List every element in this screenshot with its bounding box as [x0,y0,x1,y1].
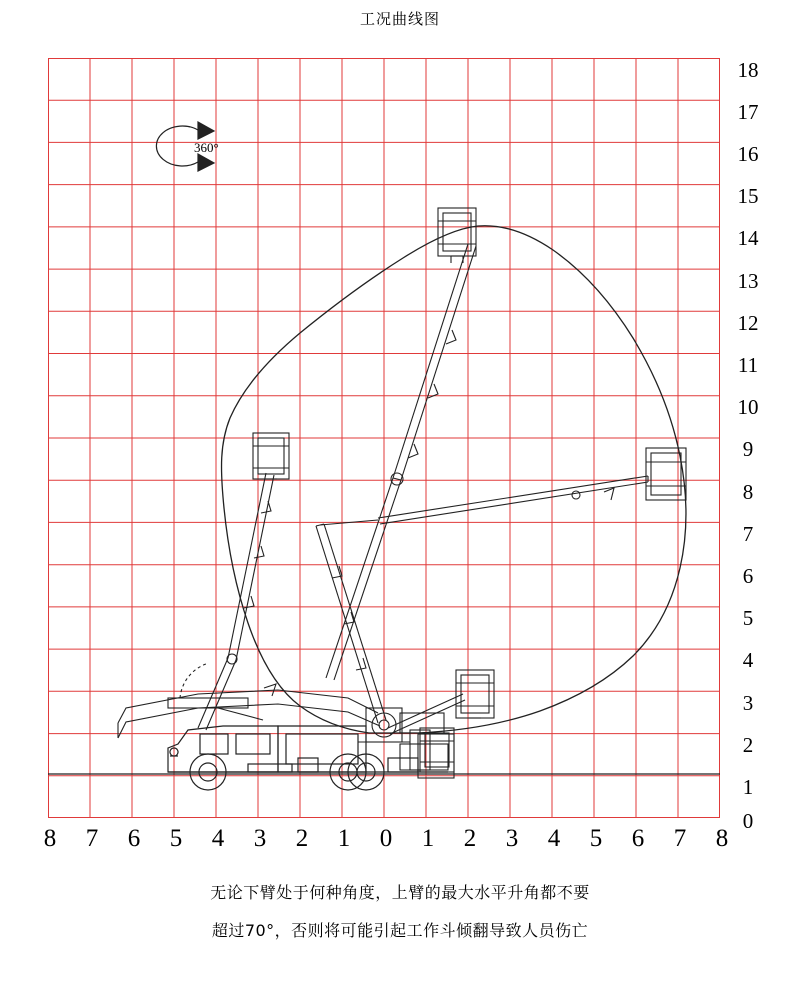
x-tick: 0 [379,825,393,852]
y-tick: 15 [737,184,759,208]
x-tick: 1 [337,825,351,852]
y-tick: 9 [742,437,754,461]
x-tick: 7 [85,825,99,852]
x-tick: 2 [295,825,309,852]
x-tick: 4 [211,825,225,852]
boom-horizontal-position [378,448,686,524]
y-tick: 17 [737,100,759,124]
x-tick: 3 [253,825,267,852]
y-tick: 13 [737,269,759,293]
boom-stowed [118,684,380,738]
y-tick: 8 [742,480,754,504]
page-title: 工况曲线图 [359,10,440,28]
x-tick: 5 [589,825,603,852]
warning-caption-line2: 超过70°，否则将可能引起工作斗倾翻导致人员伤亡 [211,921,589,940]
x-tick: 8 [715,825,729,852]
chart-plot-area [48,58,720,818]
y-tick: 2 [742,733,754,757]
x-tick: 4 [547,825,561,852]
y-tick: 16 [737,142,759,166]
y-tick: 18 [737,58,759,82]
y-tick: 6 [742,564,754,588]
x-tick: 7 [673,825,687,852]
x-tick: 6 [127,825,141,852]
truck [168,726,448,790]
x-tick: 3 [505,825,519,852]
y-tick: 3 [742,691,754,715]
boom-high-position [326,208,476,680]
y-tick: 7 [742,522,754,546]
y-tick: 1 [742,775,754,799]
y-axis [730,52,782,832]
x-tick: 1 [421,825,435,852]
y-tick: 14 [737,226,759,250]
boom-mid-position [316,520,386,723]
basket-stowed [420,728,454,772]
y-tick: 12 [737,311,759,335]
x-tick: 8 [43,825,57,852]
y-tick: 10 [737,395,759,419]
x-tick: 2 [463,825,477,852]
rotation-label: 360° [194,140,219,155]
boom-low-position [388,670,494,734]
y-tick: 11 [737,353,759,377]
x-tick: 5 [169,825,183,852]
y-tick: 5 [742,606,754,630]
y-tick: 0 [742,809,754,833]
x-axis [14,826,786,860]
work-envelope-curve [222,226,686,733]
machine-drawing [48,58,720,818]
y-tick: 4 [742,648,754,672]
x-tick: 6 [631,825,645,852]
warning-caption-line1: 无论下臂处于何种角度，上臂的最大水平升角都不要 [210,883,590,902]
